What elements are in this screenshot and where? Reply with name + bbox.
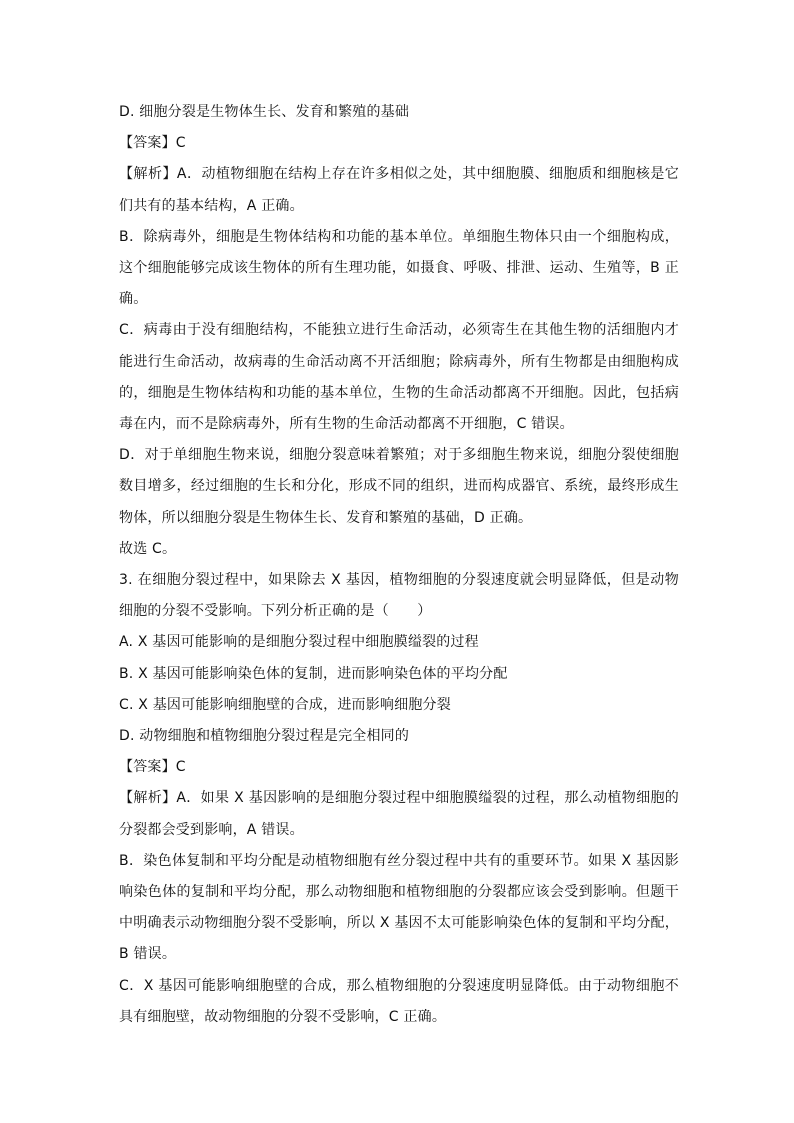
q3-analysis-b: B．染色体复制和平均分配是动植物细胞有丝分裂过程中共有的重要环节。如果 X 基因影响染色体的复制和平均分配，那么动物细胞和植物细胞的分裂都应该会受到影响。但题干中明确表示动物细胞分裂不受影响，所以 X 基因不太可能影响染色体的复制和平均分配，B 错误。	[119, 852, 679, 963]
q3-answer: 【答案】C	[119, 759, 186, 776]
q2-conclusion: 故选 C。	[119, 540, 177, 557]
q2-analysis-c: C．病毒由于没有细胞结构，不能独立进行生命活动，必须寄生在其他生物的活细胞内才能进行生命活动，故病毒的生命活动离不开活细胞；除病毒外，所有生物都是由细胞构成的，细胞是生物体结构和功能的基本单位，生物的生命活动都离不开细胞。因此，包括病毒在内，而不是除病毒外，所有生物的生命活动都离不开细胞，C 错误。	[119, 322, 679, 433]
document-page	[119, 97, 679, 1033]
q3-stem: 3. 在细胞分裂过程中，如果除去 X 基因，植物细胞的分裂速度就会明显降低，但是动物细胞的分裂不受影响。下列分析正确的是（ ）	[119, 572, 679, 620]
q2-answer: 【答案】C	[119, 135, 186, 152]
q2-analysis-b: B．除病毒外，细胞是生物体结构和功能的基本单位。单细胞生物体只由一个细胞构成，这个细胞能够完成该生物体的所有生理功能，如摄食、呼吸、排泄、运动、生殖等，B 正确。	[119, 228, 679, 308]
q3-option-b: B. X 基因可能影响染色体的复制，进而影响染色体的平均分配	[119, 665, 508, 682]
q2-analysis-d: D．对于单细胞生物来说，细胞分裂意味着繁殖；对于多细胞生物来说，细胞分裂使细胞数目增多，经过细胞的生长和分化，形成不同的组织，进而构成器官、系统，最终形成生物体，所以细胞分裂是生物体生长、发育和繁殖的基础，D 正确。	[119, 447, 679, 526]
q3-option-d: D. 动物细胞和植物细胞分裂过程是完全相同的	[119, 728, 410, 745]
q3-option-a: A. X 基因可能影响的是细胞分裂过程中细胞膜缢裂的过程	[119, 634, 479, 651]
q3-option-c: C. X 基因可能影响细胞壁的合成，进而影响细胞分裂	[119, 696, 451, 713]
q2-option-d: D. 细胞分裂是生物体生长、发育和繁殖的基础	[119, 104, 410, 120]
q3-analysis-c: C．X 基因可能影响细胞壁的合成，那么植物细胞的分裂速度明显降低。由于动物细胞不具有细胞壁，故动物细胞的分裂不受影响，C 正确。	[119, 977, 679, 1025]
q3-analysis-a: 【解析】A．如果 X 基因影响的是细胞分裂过程中细胞膜缢裂的过程，那么动植物细胞的分裂都会受到影响，A 错误。	[119, 790, 679, 838]
q2-analysis-a: 【解析】A．动植物细胞在结构上存在许多相似之处，其中细胞膜、细胞质和细胞核是它们共有的基本结构，A 正确。	[119, 166, 679, 214]
